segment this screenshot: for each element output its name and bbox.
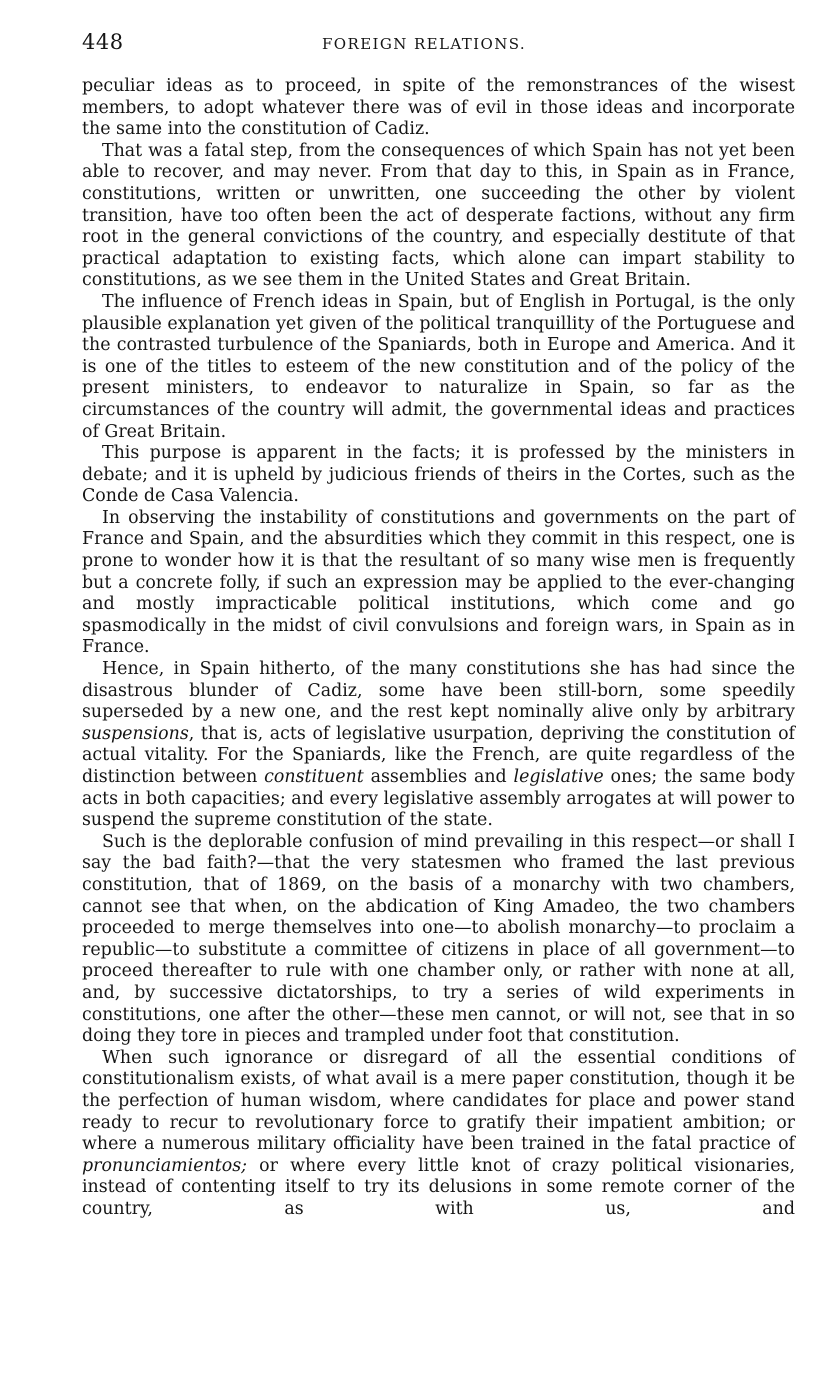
running-head: FOREIGN RELATIONS. bbox=[322, 35, 527, 53]
paragraph-7 bbox=[82, 832, 795, 1048]
paragraph-6 bbox=[82, 659, 795, 832]
text-segment: peculiar ideas as to proceed, in spite of the remonstrances of the wisest members, to adopt whatever there was of evil in those ideas and incorporate the same into the constitution of Cadiz. bbox=[82, 76, 795, 140]
text-segment: ones; the same body acts in both capacities; and every legislative assembly arrogates at will power to suspend the supreme constitution of the state. bbox=[82, 767, 795, 831]
text-segment: When such ignorance or disregard of all the essential conditions of constitutionalism exists, of what avail is a mere paper constitution, though it be the perfection of human wisdom, where candidates for place and power stand ready to recur to revolutionary force to gratify their impatient ambition; or where a numerous military officiality have been trained in the fatal practice of bbox=[82, 1047, 795, 1155]
paragraph-1 bbox=[82, 76, 795, 141]
italic-term: pronunciamientos; bbox=[82, 1155, 247, 1176]
paragraph-4 bbox=[82, 443, 795, 508]
text-segment: Hence, in Spain hitherto, of the many constitutions she has had since the disastrous blunder of Cadiz, some have been still-born, some speedily superseded by a new one, and the rest kept nominally alive only by arbitrary bbox=[82, 659, 795, 723]
italic-term: suspensions bbox=[82, 723, 189, 744]
text-segment: Such is the deplorable confusion of mind prevailing in this respect—or shall I say the bad faith?—that the very statesmen who framed the last previous constitution, that of 1869, on the basis of a monarchy with two chambers, cannot see that when, on the abdication of King Amadeo, the two chambers proceeded to merge themselves into one—to abolish monarchy—to proclaim a republic—to substitute a committee of citizens in place of all government—to proceed thereafter to rule with one chamber only, or rather with none at all, and, by successive dictatorships, to try a series of wild experiments in constitutions, one after the other—these men cannot, or will not, see that in so doing they tore in pieces and trampled under foot that constitution. bbox=[82, 831, 795, 1047]
body-text bbox=[82, 76, 795, 1220]
paragraph-3 bbox=[82, 292, 795, 443]
text-segment: assemblies and bbox=[363, 767, 514, 787]
paragraph-8 bbox=[82, 1048, 795, 1221]
paragraph-5 bbox=[82, 508, 795, 659]
text-segment: or where every little knot of crazy political visionaries, instead of contenting itself to try its delusions in some remote corner of the country, as with us, and bbox=[82, 1155, 795, 1219]
text-segment: This purpose is apparent in the facts; it is professed by the ministers in debate; and it is upheld by judicious friends of theirs in the Cortes, such as the Conde de Casa Valencia. bbox=[82, 443, 795, 507]
italic-term: legislative bbox=[513, 767, 604, 787]
page-header bbox=[82, 30, 799, 60]
italic-term: constituent bbox=[264, 767, 364, 787]
paragraph-2 bbox=[82, 141, 795, 292]
text-segment: In observing the instability of constitutions and governments on the part of France and Spain, and the absurdities which they commit in this respect, one is prone to wonder how it is that the resultant of so many wise men is frequently but a concrete folly, if such an expression may be applied to the ever-changing and mostly impracticable political institutions, which come and go spasmodically in the midst of civil convulsions and foreign wars, in Spain as in France. bbox=[82, 507, 795, 658]
page-number: 448 bbox=[82, 30, 124, 54]
text-segment: The influence of French ideas in Spain, but of English in Portugal, is the only plausible explanation yet given of the political tranquillity of the Portuguese and the contrasted turbulence of the Spaniards, both in Europe and America. And it is one of the titles to esteem of the new constitution and of the policy of the present ministers, to endeavor to naturalize in Spain, so far as the circumstances of the country will admit, the governmental ideas and practices of Great Britain. bbox=[82, 291, 795, 442]
text-segment: That was a fatal step, from the consequences of which Spain has not yet been able to recover, and may never. From that day to this, in Spain as in France, constitutions, written or unwritten, one succeeding the other by violent transition, have too often been the act of desperate factions, without any firm root in the general convictions of the country, and especially destitute of that practical adaptation to existing facts, which alone can impart stability to constitutions, as we see them in the United States and Great Britain. bbox=[82, 140, 795, 291]
text-segment: , that is, acts of legislative usurpation, depriving the constitution of actual vitality. For the Spaniards, like the French, are quite regardless of the distinction between bbox=[82, 723, 795, 787]
